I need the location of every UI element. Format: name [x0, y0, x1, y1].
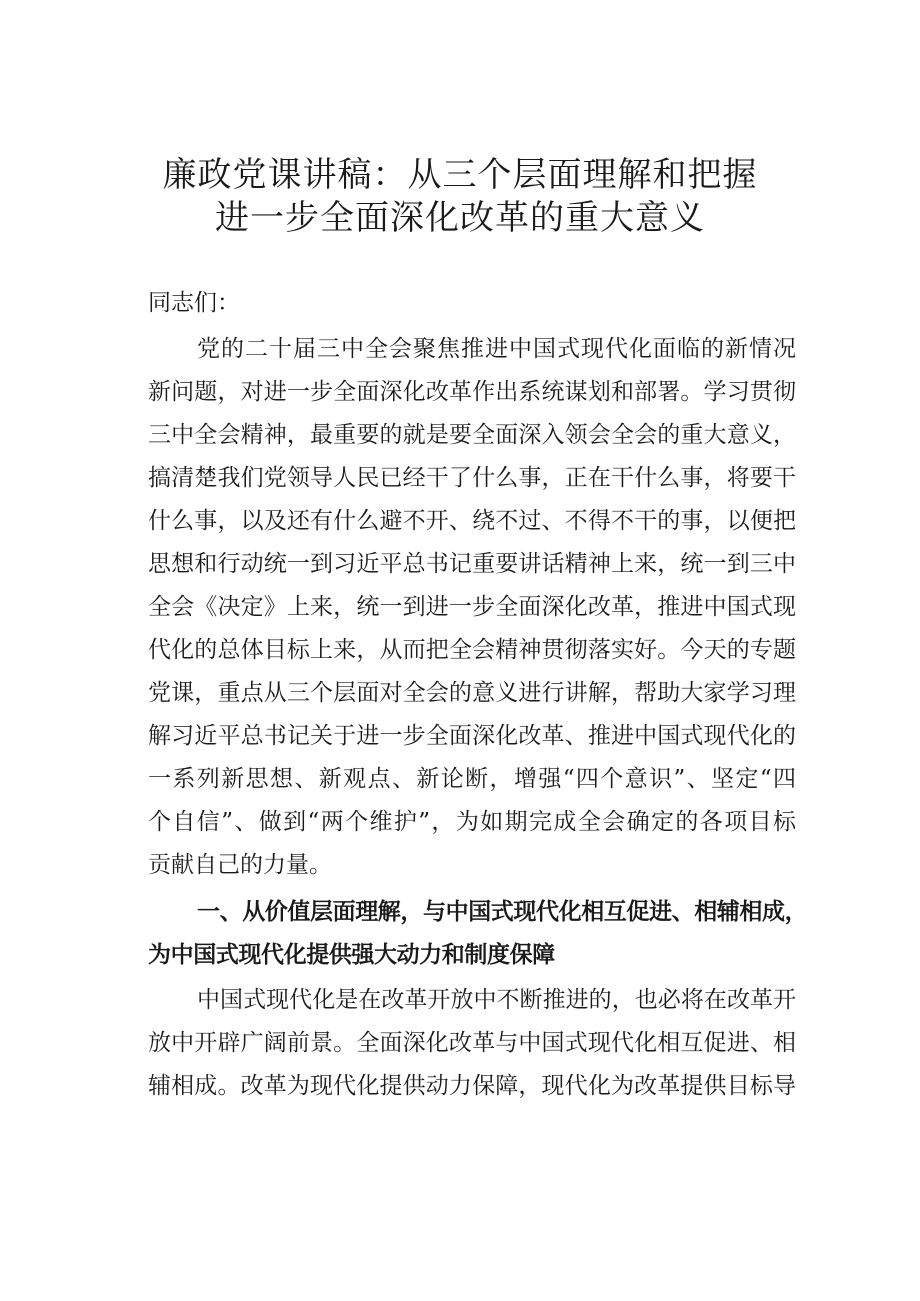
paragraph-1-line: 代化的总体目标上来，从而把全会精神贯彻落实好。今天的专题: [148, 637, 796, 663]
paragraph-1-line: 思想和行动统一到习近平总书记重要讲话精神上来，统一到三中: [148, 551, 796, 577]
paragraph-1-line: 贡献自己的力量。: [148, 852, 332, 878]
paragraph-1-line: 新问题，对进一步全面深化改革作出系统谋划和部署。学习贯彻: [148, 379, 796, 405]
section-1-heading-line: 为中国式现代化提供强大动力和制度保障: [148, 942, 555, 968]
section-1-heading-line: 一、从价值层面理解，与中国式现代化相互促进、相辅相成，: [197, 899, 808, 925]
paragraph-2-line: 放中开辟广阔前景。全面深化改革与中国式现代化相互促进、相: [148, 1030, 796, 1056]
paragraph-1-line: 党的二十届三中全会聚焦推进中国式现代化面临的新情况: [197, 336, 796, 362]
document-title-line-1: 廉政党课讲稿：从三个层面理解和把握: [162, 155, 758, 195]
paragraph-1-line: 全会《决定》上来，统一到进一步全面深化改革，推进中国式现: [148, 594, 796, 620]
paragraph-1-line: 什么事，以及还有什么避不开、绕不过、不得不干的事，以便把: [148, 508, 796, 534]
paragraph-1-line: 三中全会精神，最重要的就是要全面深入领会全会的重大意义，: [148, 422, 796, 448]
paragraph-1-line: 解习近平总书记关于进一步全面深化改革、推进中国式现代化的: [148, 723, 796, 749]
paragraph-1-line: 搞清楚我们党领导人民已经干了什么事，正在干什么事，将要干: [148, 465, 796, 491]
paragraph-1-line: 一系列新思想、新观点、新论断，增强“四个意识”、坚定“四: [148, 766, 796, 792]
document-title-line-2: 进一步全面深化改革的重大意义: [215, 198, 705, 238]
salutation: 同志们：: [148, 290, 240, 316]
paragraph-2-line: 辅相成。改革为现代化提供动力保障，现代化为改革提供目标导: [148, 1073, 796, 1099]
paragraph-1-line: 个自信”、做到“两个维护”，为如期完成全会确定的各项目标: [148, 809, 796, 835]
paragraph-2-line: 中国式现代化是在改革开放中不断推进的，也必将在改革开: [197, 987, 796, 1013]
paragraph-1-line: 党课，重点从三个层面对全会的意义进行讲解，帮助大家学习理: [148, 680, 796, 706]
